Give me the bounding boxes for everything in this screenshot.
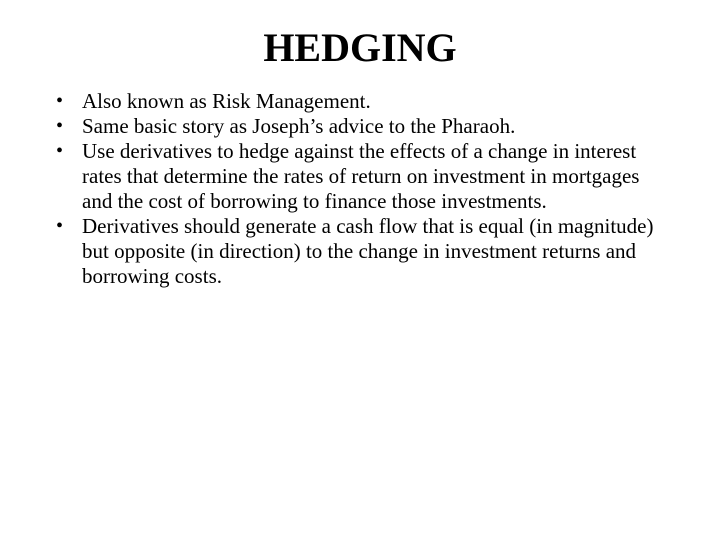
bullet-icon: • (56, 140, 64, 162)
bullet-list (54, 89, 654, 289)
bullet-icon: • (56, 90, 64, 112)
bullet-icon: • (56, 215, 64, 237)
bullet-icon: • (56, 115, 64, 137)
bullet-text: Derivatives should generate a cash flow that is equal (in magnitude) but opposite (in direction) to the change in investment returns and borrowing costs. (82, 214, 654, 288)
bullet-item (54, 139, 654, 214)
slide-title: HEDGING (263, 25, 457, 70)
bullet-item (54, 89, 654, 114)
bullet-text: Same basic story as Joseph’s advice to the Pharaoh. (82, 114, 516, 138)
bullet-item (54, 114, 654, 139)
bullet-text: Also known as Risk Management. (82, 89, 371, 113)
bullet-item (54, 214, 654, 289)
bullet-text: Use derivatives to hedge against the effects of a change in interest rates that determine the rates of return on investment in mortgages and the cost of borrowing to finance those investments. (82, 139, 640, 213)
